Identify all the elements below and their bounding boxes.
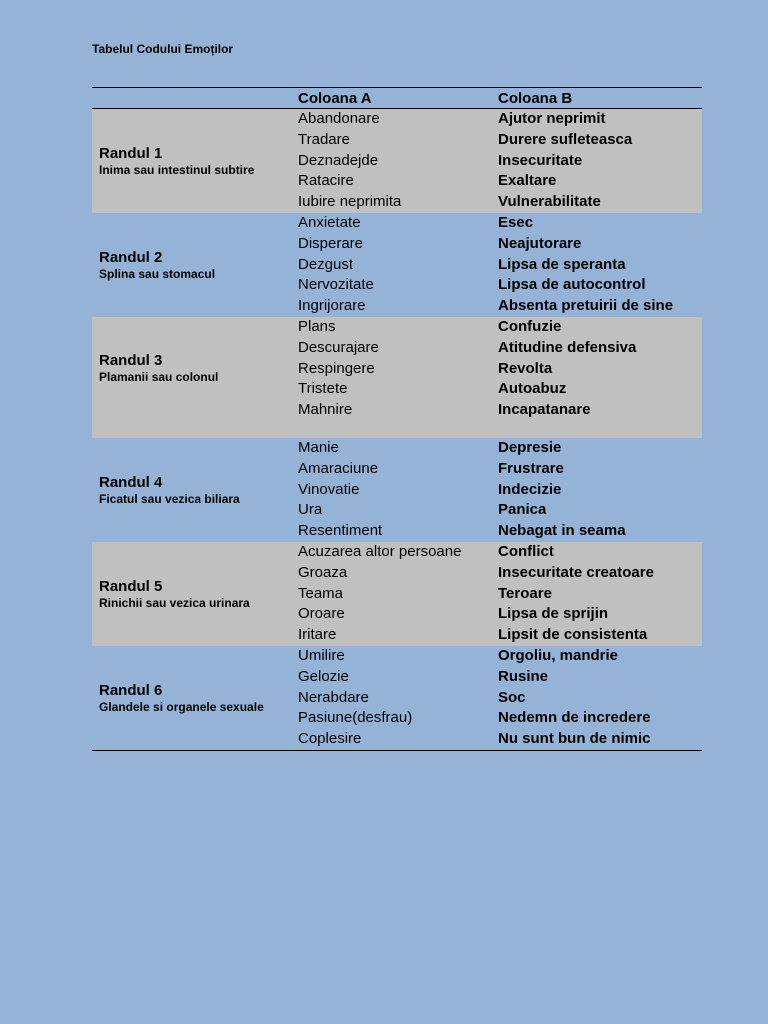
cell-a: Gelozie [298,667,349,685]
cell-b: Nu sunt bun de nimic [498,730,651,748]
cell-a: Descurajare [298,338,379,356]
cell-a: Iritare [298,626,337,644]
cell-a: Anxietate [298,214,361,231]
cell-b: Vulnerabilitate [498,193,601,211]
cell-a: Ratacire [298,172,354,190]
cell-a: Teama [298,584,344,602]
column-b-cells [498,317,702,438]
cell-b: Lipsit de consistenta [498,626,648,644]
row-label [92,317,298,438]
column-a-cells [298,646,498,750]
cell-b: Panica [498,501,547,519]
cell-b: Lipsa de autocontrol [498,276,646,294]
row-label [92,109,298,213]
column-a-cells [298,109,498,213]
cell-a: Amaraciune [298,459,379,477]
cell-a: Tristete [298,380,348,398]
row-organs: Inima sau intestinul subtire [99,163,255,177]
cell-b: Revolta [498,359,553,377]
table-header [92,88,702,109]
row-label [92,542,298,646]
cell-b: Absenta pretuirii de sine [498,297,674,315]
table-group-row-2 [92,213,702,317]
row-organs: Rinichii sau vezica urinara [99,596,250,610]
cell-b: Nebagat in seama [498,522,626,540]
column-b-cells [498,109,702,213]
header-col-b: Coloana B [498,90,573,107]
column-a-cells [298,542,498,646]
cell-b: Rusine [498,667,549,685]
cell-a: Oroare [298,605,345,623]
emotion-code-table [92,87,702,751]
cell-b: Neajutorare [498,234,582,252]
cell-b: Confuzie [498,318,562,335]
cell-a: Ingrijorare [298,297,366,315]
row-label [92,438,298,542]
cell-b: Soc [498,688,526,706]
cell-a: Pasiune(desfrau) [298,709,413,727]
row-title: Randul 6 [99,682,163,699]
column-b-cells [498,542,702,646]
cell-a: Iubire neprimita [298,193,402,211]
cell-a: Nerabdare [298,688,369,706]
cell-b: Insecuritate creatoare [498,563,654,581]
cell-a: Abandonare [298,110,380,127]
row-label [92,646,298,750]
table-group-row-5 [92,542,702,646]
cell-b: Ajutor neprimit [498,110,606,127]
row-title: Randul 4 [99,474,163,491]
column-a-cells [298,317,498,438]
table-group-row-4 [92,438,702,542]
cell-b: Incapatanare [498,401,591,419]
cell-b: Esec [498,214,534,231]
cell-a: Umilire [298,647,345,664]
cell-b: Orgoliu, mandrie [498,647,619,664]
cell-a: Coplesire [298,730,362,748]
cell-b: Insecuritate [498,151,583,169]
table-group-row-3 [92,317,702,438]
row-organs: Plamanii sau colonul [99,370,219,384]
column-b-cells [498,213,702,317]
row-organs: Splina sau stomacul [99,267,216,281]
row-title: Randul 1 [99,145,163,162]
header-col-a: Coloana A [298,90,372,107]
cell-a: Manie [298,439,339,456]
column-a-cells [298,438,498,542]
column-b-cells [498,646,702,750]
cell-b: Teroare [498,584,552,602]
cell-a: Deznadejde [298,151,379,169]
row-title: Randul 2 [99,249,163,266]
row-organs: Ficatul sau vezica biliara [99,492,240,506]
row-title: Randul 3 [99,352,163,369]
cell-a: Ura [298,501,323,519]
cell-b: Durere sufleteasca [498,130,633,148]
column-a-cells [298,213,498,317]
cell-b: Lipsa de sprijin [498,605,609,623]
cell-b: Conflict [498,543,554,560]
cell-a: Tradare [298,130,350,148]
cell-b: Exaltare [498,172,557,190]
column-b-cells [498,438,702,542]
cell-a: Plans [298,318,336,335]
cell-b: Indecizie [498,480,562,498]
cell-b: Depresie [498,439,562,456]
cell-a: Nervozitate [298,276,374,294]
row-title: Randul 5 [99,578,163,595]
cell-a: Vinovatie [298,480,360,498]
table-group-row-1 [92,109,702,213]
cell-b: Frustrare [498,459,564,477]
cell-b: Lipsa de speranta [498,255,626,273]
row-label [92,213,298,317]
cell-a: Disperare [298,234,364,252]
cell-a: Acuzarea altor persoane [298,543,462,560]
document-title: Tabelul Codului Emoților [92,42,234,56]
cell-a: Mahnire [298,401,353,419]
cell-a: Dezgust [298,255,354,273]
cell-b: Atitudine defensiva [498,338,637,356]
cell-a: Resentiment [298,522,383,540]
table-group-row-6 [92,646,702,750]
cell-b: Nedemn de incredere [498,709,651,727]
cell-a: Respingere [298,359,375,377]
cell-b: Autoabuz [498,380,567,398]
row-organs: Glandele si organele sexuale [99,700,264,714]
cell-a: Groaza [298,563,348,581]
